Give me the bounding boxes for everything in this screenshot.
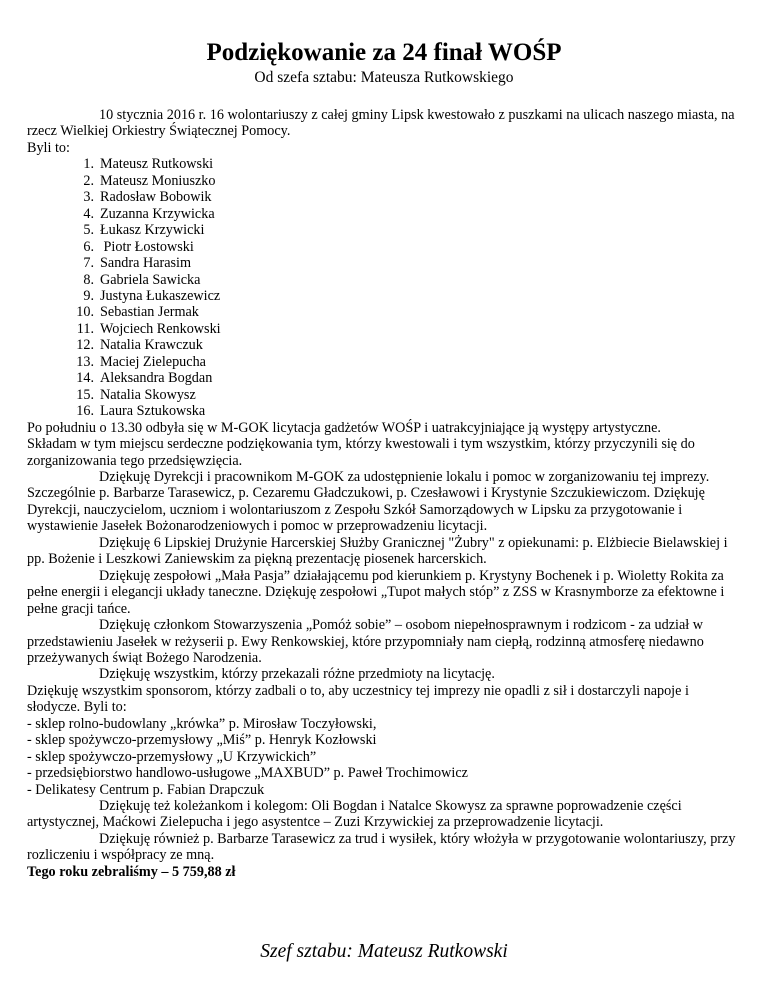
list-item: 12. Natalia Krawczuk bbox=[76, 337, 203, 354]
thanks-dance-paragraph: Dziękuję zespołowi „Mała Pasja” działającemu pod kierunkiem p. Krystyny Bochenek i p. Wioletty Rokita za pełne energii i elegancji układy taneczne. Dziękuję zespołowi „Tupot małych stóp” z ZSS w Krasnymborze za efektowne i pełne gracji tańce. bbox=[27, 567, 725, 617]
page-title: Podziękowanie za 24 finał WOŚP bbox=[206, 39, 562, 66]
sponsor-item: - sklep rolno-budowlany „krówka” p. Mirosław Toczyłowski, bbox=[27, 715, 377, 732]
sponsor-item: - sklep spożywczo-przemysłowy „Miś” p. Henryk Kozłowski bbox=[27, 732, 377, 749]
document-body bbox=[27, 107, 739, 880]
list-item: 11. Wojciech Renkowski bbox=[76, 320, 221, 337]
auction-paragraph: Po południu o 13.30 odbyła się w M-GOK licytacja gadżetów WOŚP i uatrakcyjniające ją występy artystyczne. bbox=[27, 419, 661, 436]
list-item: 14. Aleksandra Bogdan bbox=[76, 370, 213, 387]
thanks-coordinator-paragraph: Dziękuję również p. Barbarze Tarasewicz za trud i wysiłek, który włożyła w przygotowanie wolontariuszy, przy rozliczeniu i współpracy ze mną. bbox=[27, 830, 736, 864]
list-item: 5. Łukasz Krzywicki bbox=[83, 222, 205, 239]
list-item: 1. Mateusz Rutkowski bbox=[83, 156, 214, 173]
thanks-donors-paragraph: Dziękuję wszystkim, którzy przekazali różne przedmioty na licytację. bbox=[99, 666, 495, 683]
sponsor-item: - Delikatesy Centrum p. Fabian Drapczuk bbox=[27, 781, 265, 798]
list-item: 8. Gabriela Sawicka bbox=[83, 271, 201, 288]
sponsor-item: - przedsiębiorstwo handlowo-usługowe „MAXBUD” p. Paweł Trochimowicz bbox=[27, 765, 468, 782]
list-item: 7. Sandra Harasim bbox=[83, 255, 192, 272]
thanks-scouts-paragraph: Dziękuję 6 Lipskiej Drużynie Harcerskiej Służby Granicznej "Żubry" z opiekunami: p. Elżbiecie Bielawskiej i pp. Bożenie i Leszkowi Zaniewskim za piękną prezentację piosenek harcerskich. bbox=[27, 534, 728, 568]
volunteer-list bbox=[27, 156, 739, 419]
total-collected: Tego roku zebraliśmy – 5 759,88 zł bbox=[27, 863, 236, 880]
list-item: 4. Zuzanna Krzywicka bbox=[83, 205, 215, 222]
list-item: 2. Mateusz Moniuszko bbox=[83, 172, 216, 189]
list-item: 9. Justyna Łukaszewicz bbox=[83, 287, 221, 304]
intro-paragraph: 10 stycznia 2016 r. 16 wolontariuszy z całej gminy Lipsk kwestowało z puszkami na ulicach naszego miasta, na rzecz Wielkiej Orkiestry Świątecznej Pomocy. bbox=[27, 107, 735, 140]
sponsor-item: - sklep spożywczo-przemysłowy „U Krzywickich” bbox=[27, 748, 317, 765]
list-item: 10. Sebastian Jermak bbox=[76, 304, 199, 321]
thanks-mgok-paragraph: Dziękuję Dyrekcji i pracownikom M-GOK za udostępnienie lokalu i pomoc w zorganizowaniu tej imprezy. Szczególnie p. Barbarze Tarasewicz, p. Cezaremu Gładczukowi, p. Czesławowi i Krystynie Szczukiewiczom. Dziękuję Dyrekcji, nauczycielom, uczniom i wolontariuszom z Zespołu Szkół Samorządowych w Lipsku za przygotowanie i wystawienie Jasełek Bożonarodzeniowych i pomoc w przeprowadzeniu licytacji. bbox=[27, 468, 710, 535]
thanks-association-paragraph: Dziękuję członkom Stowarzyszenia „Pomóż sobie” – osobom niepełnosprawnym i rodzicom - za udział w przedstawieniu Jasełek w reżyserii p. Ewy Renkowskiej, które przypomniały nam ciepłą, rodzinną atmosferę niedawno przeżywanych świąt Bożego Narodzenia. bbox=[27, 617, 704, 666]
list-intro: Byli to: bbox=[27, 139, 70, 156]
signature: Szef sztabu: Mateusz Rutkowski bbox=[260, 941, 508, 962]
list-item: 15. Natalia Skowysz bbox=[76, 386, 196, 403]
page-subtitle: Od szefa sztabu: Mateusza Rutkowskiego bbox=[254, 69, 514, 86]
thanks-colleagues-paragraph: Dziękuję też koleżankom i kolegom: Oli Bogdan i Natalce Skowysz za sprawne poprowadzenie części artystycznej, Maćkowi Zielepucha i jego asystentce – Zuzi Krzywickiej za przeprowadzenie licytacji. bbox=[27, 798, 682, 831]
list-item: 3. Radosław Bobowik bbox=[83, 189, 212, 206]
list-item: 16. Laura Sztukowska bbox=[76, 403, 206, 420]
list-item: 13. Maciej Zielepucha bbox=[76, 353, 206, 370]
thanks-sponsors-paragraph: Dziękuję wszystkim sponsorom, którzy zadbali o to, aby uczestnicy tej imprezy nie opadli z sił i dostarczyli napoje i słodycze. Byli to: bbox=[27, 682, 689, 716]
thanks-paragraph: Składam w tym miejscu serdeczne podziękowania tym, którzy kwestowali i tym wszystkim, którzy przyczynili się do zorganizowania tego przedsięwzięcia. bbox=[27, 436, 695, 469]
list-item: 6. Piotr Łostowski bbox=[83, 238, 194, 255]
